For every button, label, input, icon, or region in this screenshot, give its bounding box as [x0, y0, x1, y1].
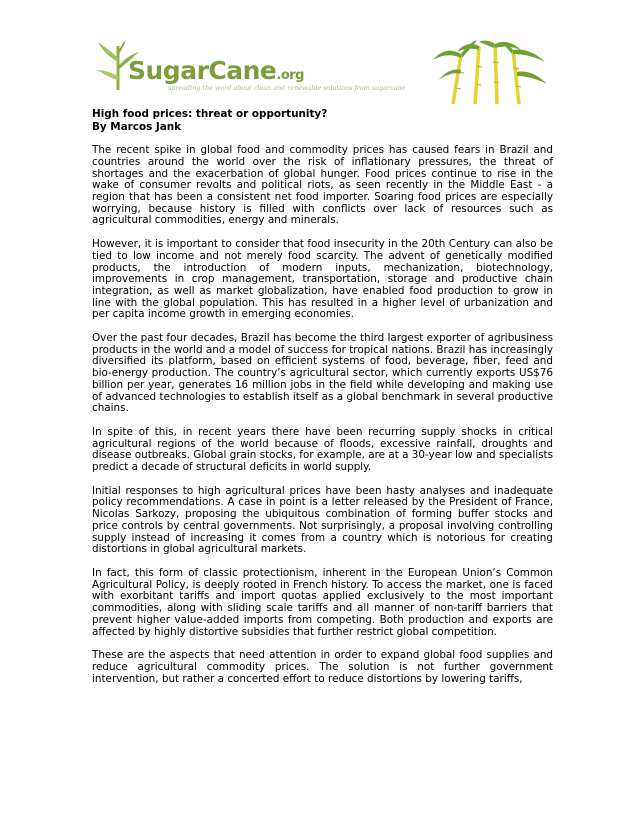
article-paragraph: In fact, this form of classic protectionism, inherent in the European Union’s Common Agricultural Policy, is deeply rooted in French history. To access the market, one is faced with exorbitant tariffs and import quotas applied exclusively to the most important commodities, along with sliding scale tariffs and all manner of non-tariff barriers that prevent higher value-added imports from competing. Both production and exports are affected by highly distortive subsidies that further restrict global competition.: [92, 566, 553, 638]
brand-main-text: SugarCane: [128, 56, 277, 85]
article-paragraph: These are the aspects that need attention in order to expand global food supplies and reduce agricultural commodity prices. The solution is not further government intervention, but rather a concerted effort to reduce distortions by lowering tariffs,: [92, 649, 553, 685]
sugarcane-stalks-icon: [431, 40, 551, 104]
brand-tagline: spreading the word about clean and renewable solutions from sugarcane: [168, 84, 406, 92]
article-paragraph: The recent spike in global food and commodity prices has caused fears in Brazil and countries around the world over the risk of inflationary pressures, the threat of shortages and the exacerbation of global hunger. Food prices continue to rise in the wake of consumer revolts and political riots, as seen recently in the Middle East - a region that has been a consistent net food importer. Soaring food prices are especially worrying, because history is filled with conflicts over lack of resources such as agricultural commodities, energy and minerals.: [92, 144, 553, 227]
article-paragraph: Over the past four decades, Brazil has become the third largest exporter of agribusiness products in the world and a model of success for tropical nations. Brazil has increasingly diversified its platform, based on efficient systems of food, beverage, fiber, feed and bio-energy production. The country’s agricultural sector, which currently exports US$76 billion per year, generates 16 million jobs in the field while developing and making use of advanced technologies to establish itself as a global benchmark in several productive chains.: [92, 332, 553, 415]
article-paragraph: However, it is important to consider that food insecurity in the 20th Century can also be tied to low income and not merely food scarcity. The advent of genetically modified products, the introduction of modern inputs, mechanization, biotechnology, improvements in crop management, transportation, storage and productive chain integration, as well as market globalization, have enabled food production to grow in line with the global population. This has resulted in a higher level of urbanization and per capita income growth in emerging economies.: [92, 238, 553, 321]
page-header: [0, 0, 643, 110]
article-paragraph: In spite of this, in recent years there have been recurring supply shocks in critical agricultural regions of the world because of floods, excessive rainfall, droughts and disease outbreaks. Global grain stocks, for example, are at a 30-year low and specialists predict a decade of structural deficits in world supply.: [92, 425, 553, 474]
brand-wordmark: [128, 56, 304, 85]
article-body: [92, 108, 553, 697]
brand-suffix-text: .org: [276, 68, 304, 83]
article-byline: By Marcos Jank: [92, 120, 182, 133]
article-title: High food prices: threat or opportunity?: [92, 108, 328, 120]
article-paragraph: Initial responses to high agricultural prices have been hasty analyses and inadequate policy recommendations. A case in point is a letter released by the President of France, Nicolas Sarkozy, proposing the ubiquitous combination of forming buffer stocks and price controls by central governments. Not surprisingly, a proposal involving controlling supply instead of increasing it comes from a country which is notorious for creating distortions in global agricultural markets.: [92, 484, 553, 556]
